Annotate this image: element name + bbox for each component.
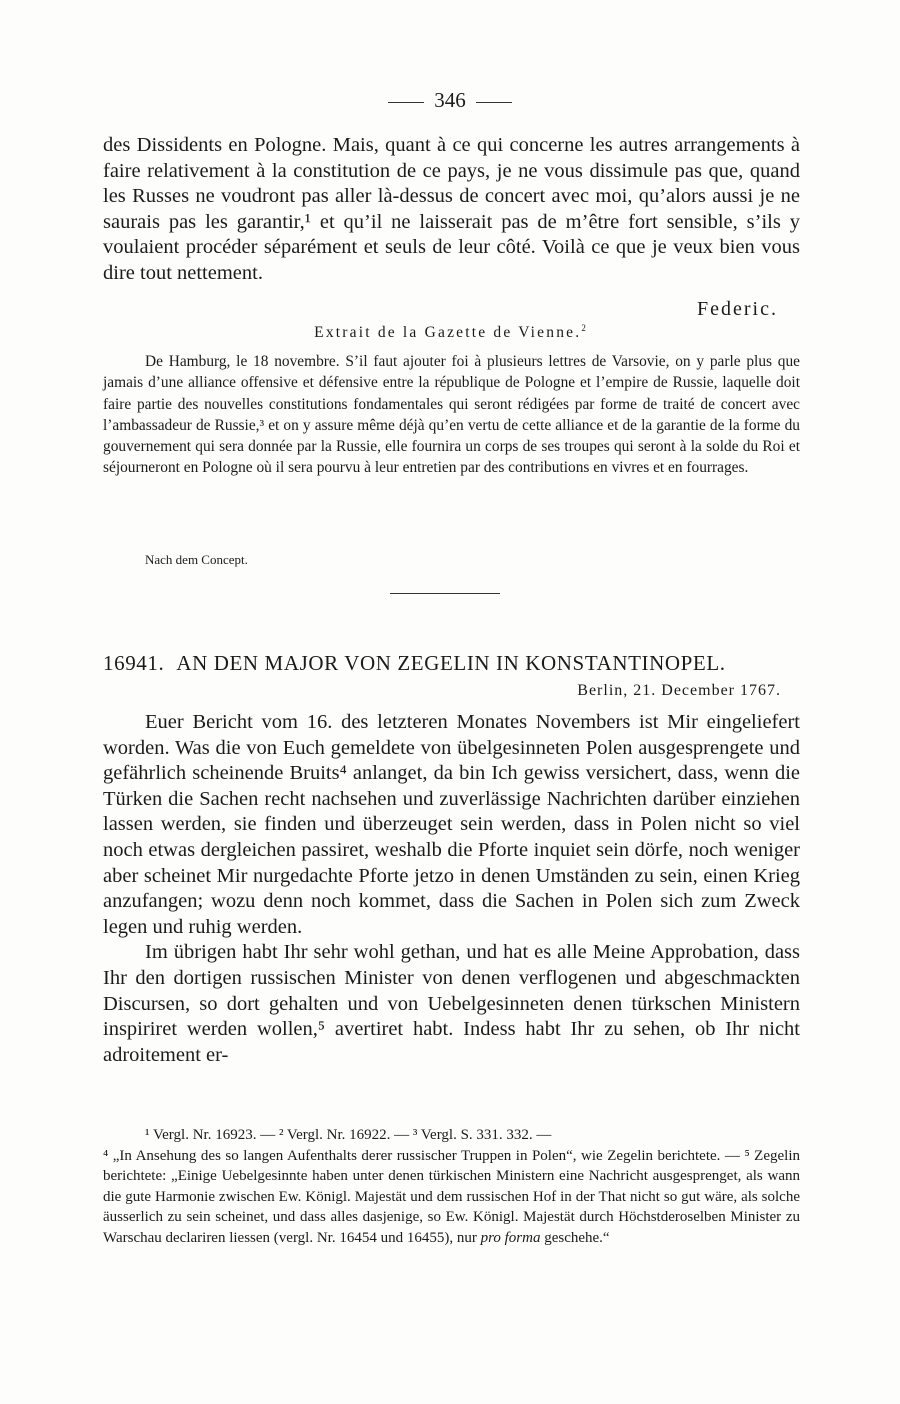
document-heading — [103, 651, 800, 676]
section-divider — [390, 593, 500, 594]
document-paragraph: Im übrigen habt Ihr sehr wohl gethan, und hat es alle Meine Approbation, dass Ihr den dortigen russischen Minister von denen verflogenen und abgeschmackten Discursen, so dort gehalten und von Uebelgesinneten denen türkschen Ministern inspiriret werden wollen,⁵ avertiret habt. Indess habt Ihr zu sehen, ob Ihr nicht adroitement er- — [103, 941, 800, 1066]
document-body — [103, 710, 800, 1068]
footnote-italic: pro forma — [480, 1229, 541, 1246]
footnotes — [103, 1125, 800, 1249]
footnote-4-5 — [103, 1146, 800, 1249]
page-number: 346 — [434, 88, 466, 112]
document-number: 16941. — [103, 651, 165, 675]
extrait-title-note: 2 — [581, 322, 586, 333]
page-number-row — [0, 88, 900, 113]
extrait-text: De Hamburg, le 18 novembre. S’il faut ajouter foi à plusieurs lettres de Varsovie, on y parle plus que jamais d’une alliance offensive et défensive entre la république de Pologne et l’empire de Russie, laquelle doit faire partie des nouvelles constitutions fondamentales qui seront rédigées par forme de traité de concert avec l’ambassadeur de Russie,³ et on y assure même déjà qu’en vertu de cette alliance et de la garantie de la forme du gouvernement qui sera donnée par la Russie, elle fournira un corps de ses troupes qui seront à la solde du Roi et séjourneront en Pologne où il sera pourvu à leur entretien par des contributions en vivres et en fourrages. — [103, 353, 800, 477]
extrait-title — [0, 324, 900, 342]
letter-text: des Dissidents en Pologne. Mais, quant à ce qui concerne les autres arrangements à faire relativement à la constitution de ce pays, je ne vous dissimule pas que, quand les Russes ne voudront pas aller là-dessus de concert avec moi, qu’alors aussi je ne saurais pas les garantir,¹ et qu’il ne laisserait pas de m’être fort sensible, s’ils y voulaient procéder séparément et seuls de leur côté. Voilà ce que je veux bien vous dire tout nettement. — [103, 134, 800, 284]
document-paragraph: Euer Bericht vom 16. des letzteren Monates Novembers ist Mir eingeliefert worden. Was die von Euch gemeldete von übelgesinneten Polen ausgesprengete und gefährlich scheinende Bruits⁴ anlanget, da bin Ich gewiss versichert, dass, wenn die Türken die Sachen recht nachsehen und zuverlässige Nachrichten darüber einziehen lassen werden, sie finden und überzeuget sein werden, dass in Polen nicht so viel noch etwas dergleichen passiret, weshalb die Pforte inquiet sein dörfe, noch weniger aber scheinet Mir nurgedachte Pforte jetzo in denen Umständen zu sein, einen Krieg anzufangen; wozu denn noch kommet, dass die Sachen in Polen sich zum Zweck legen und ruhig werden. — [103, 711, 800, 938]
footnote-end: geschehe.“ — [544, 1229, 610, 1246]
header-dash-right — [476, 102, 512, 103]
document-heading-text: AN DEN MAJOR VON ZEGELIN IN KONSTANTINOPEL. — [176, 651, 726, 675]
letter-closing-paragraph — [103, 133, 800, 287]
source-note: Nach dem Concept. — [145, 552, 248, 567]
signature: Federic. — [697, 298, 778, 320]
extrait-title-text: Extrait de la Gazette de Vienne. — [314, 324, 582, 341]
header-dash-left — [388, 102, 424, 103]
footnote-text: ⁴ „In Ansehung des so langen Aufenthalts derer russischer Truppen in Polen“, wie Zegelin berichtete. — ⁵ Zegelin berichtete: „Einige Uebelgesinnte haben unter denen türkischen Ministern eine Nachricht ausgesprenget, als wann die gute Harmonie zwischen Ew. Königl. Majestät und dem russischen Hof in der That nicht so gut wäre, als solche äusserlich zu sein scheinet, und dass alles dasjenige, so Ew. Königl. Majestät durch Höchstderoselben Minister zu Warschau declariren liessen (vergl. Nr. 16454 und 16455), nur — [103, 1147, 800, 1246]
dateline: Berlin, 21. December 1767. — [577, 682, 781, 699]
extrait-body — [103, 351, 800, 479]
footnote-refs: ¹ Vergl. Nr. 16923. — ² Vergl. Nr. 16922. — ³ Vergl. S. 331. 332. — — [145, 1127, 552, 1143]
